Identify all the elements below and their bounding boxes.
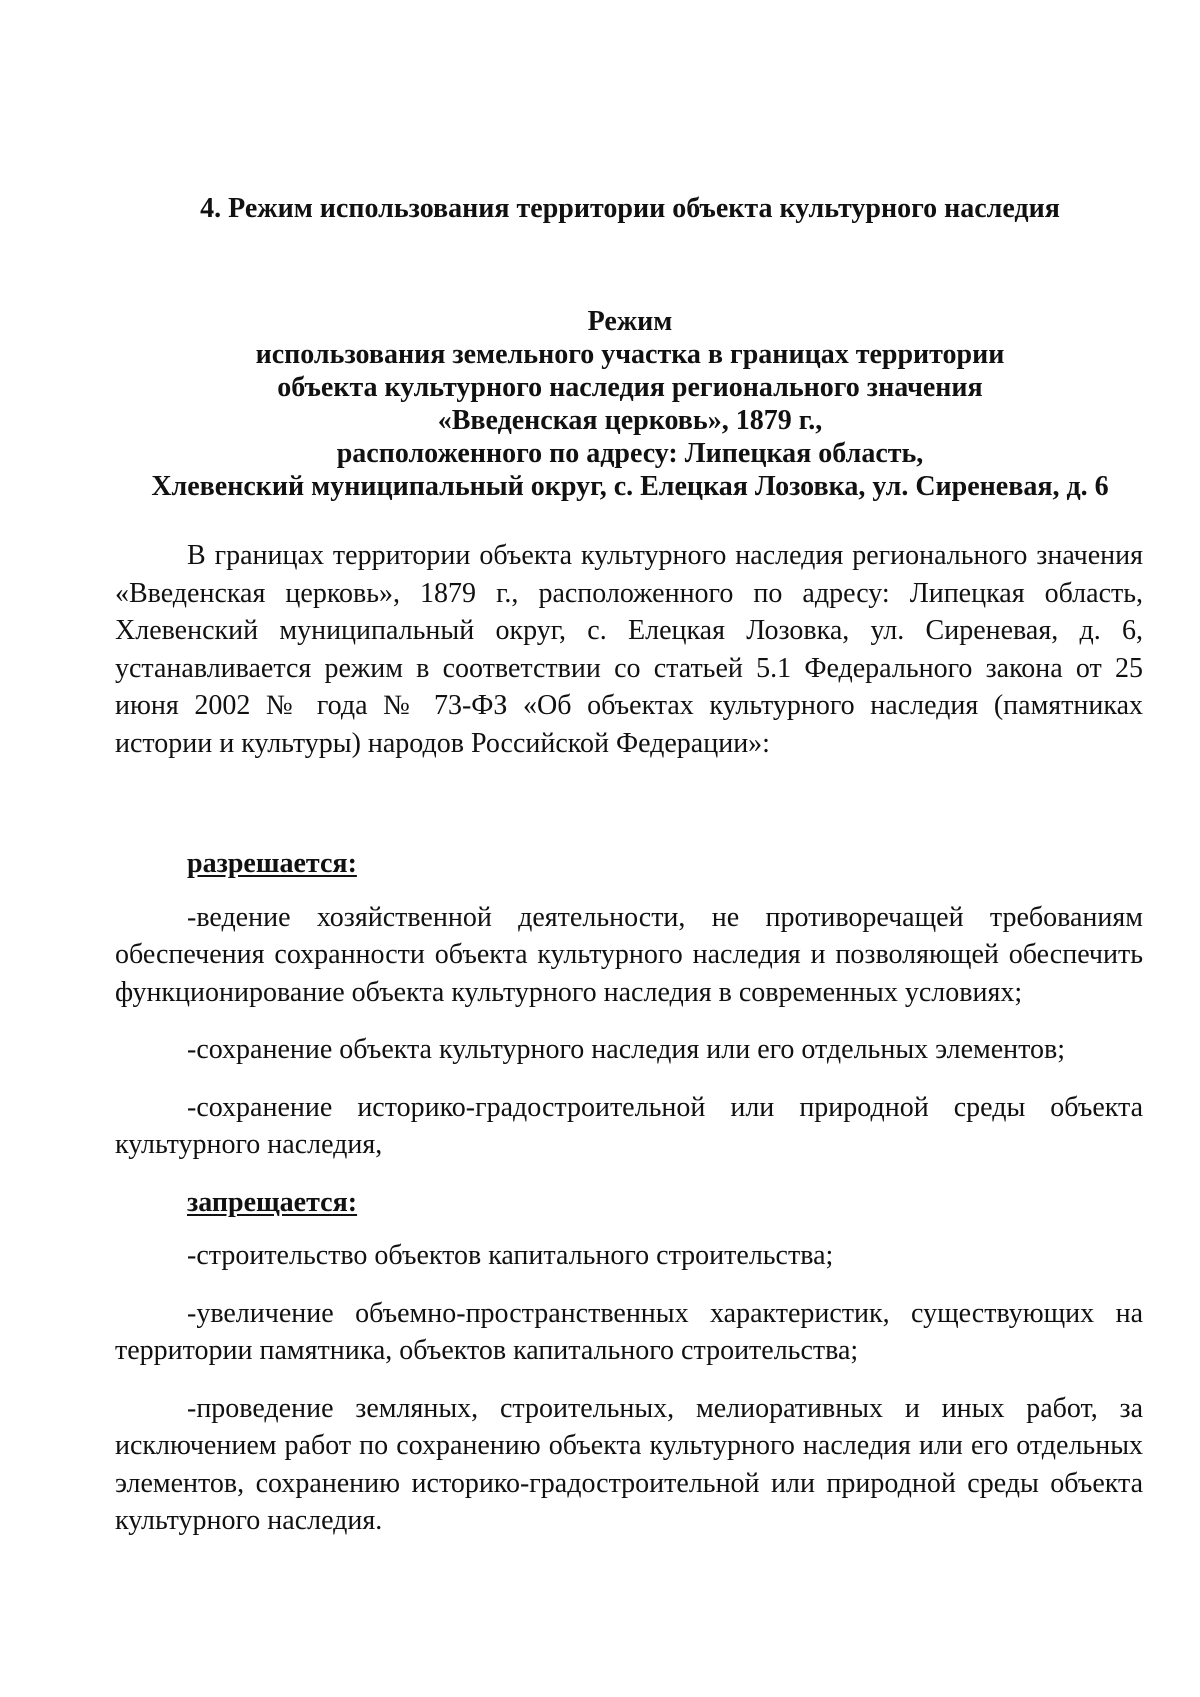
title-line: расположенного по адресу: Липецкая область,: [336, 438, 924, 469]
allowed-label: разрешается:: [187, 848, 357, 879]
allowed-item: -ведение хозяйственной деятельности, не противоречащей требованиям обеспечения сохранности объекта культурного наследия и позволяющей обеспечить функционирование объекта культурного наследия в современных условиях;: [115, 901, 1143, 1008]
title-line: «Введенская церковь», 1879 г.,: [437, 405, 823, 436]
forbidden-label: запрещается:: [187, 1186, 358, 1218]
allowed-item: -сохранение объекта культурного наследия или его отдельных элементов;: [187, 1034, 1066, 1065]
forbidden-item: -строительство объектов капитального строительства;: [187, 1240, 834, 1271]
title-line: использования земельного участка в границах территории: [255, 339, 1005, 370]
intro-paragraph: В границах территории объекта культурного наследия регионального значения «Введенская церковь», 1879 г., расположенного по адресу: Липецкая область, Хлевенский муниципальный округ, с. Елецкая Лозовка, ул. Сиреневая, д. 6, устанавливается режим в соответствии со статьей 5.1 Федерального закона от 25 июня 2002 № года № 73-ФЗ «Об объектах культурного наследия (памятниках истории и культуры) народов Российской Федерации»:: [115, 540, 1143, 759]
title-line: объекта культурного наследия регионального значения: [277, 372, 983, 403]
regime-title: [0, 305, 1200, 503]
forbidden-item: -проведение земляных, строительных, мелиоративных и иных работ, за исключением работ по сохранению объекта культурного наследия или его отдельных элементов, сохранению историко-градостроительной или природной среды объекта культурного наследия.: [115, 1392, 1143, 1536]
title-line: Хлевенский муниципальный округ, с. Елецкая Лозовка, ул. Сиреневая, д. 6: [151, 471, 1109, 502]
allowed-item: -сохранение историко-градостроительной или природной среды объекта культурного наследия,: [115, 1091, 1143, 1160]
section-heading: 4. Режим использования территории объекта культурного наследия: [200, 193, 1060, 224]
document-body: [115, 537, 1143, 1560]
title-line: Режим: [587, 306, 673, 337]
forbidden-item: -увеличение объемно-пространственных характеристик, существующих на территории памятника, объектов капитального строительства;: [115, 1297, 1143, 1366]
